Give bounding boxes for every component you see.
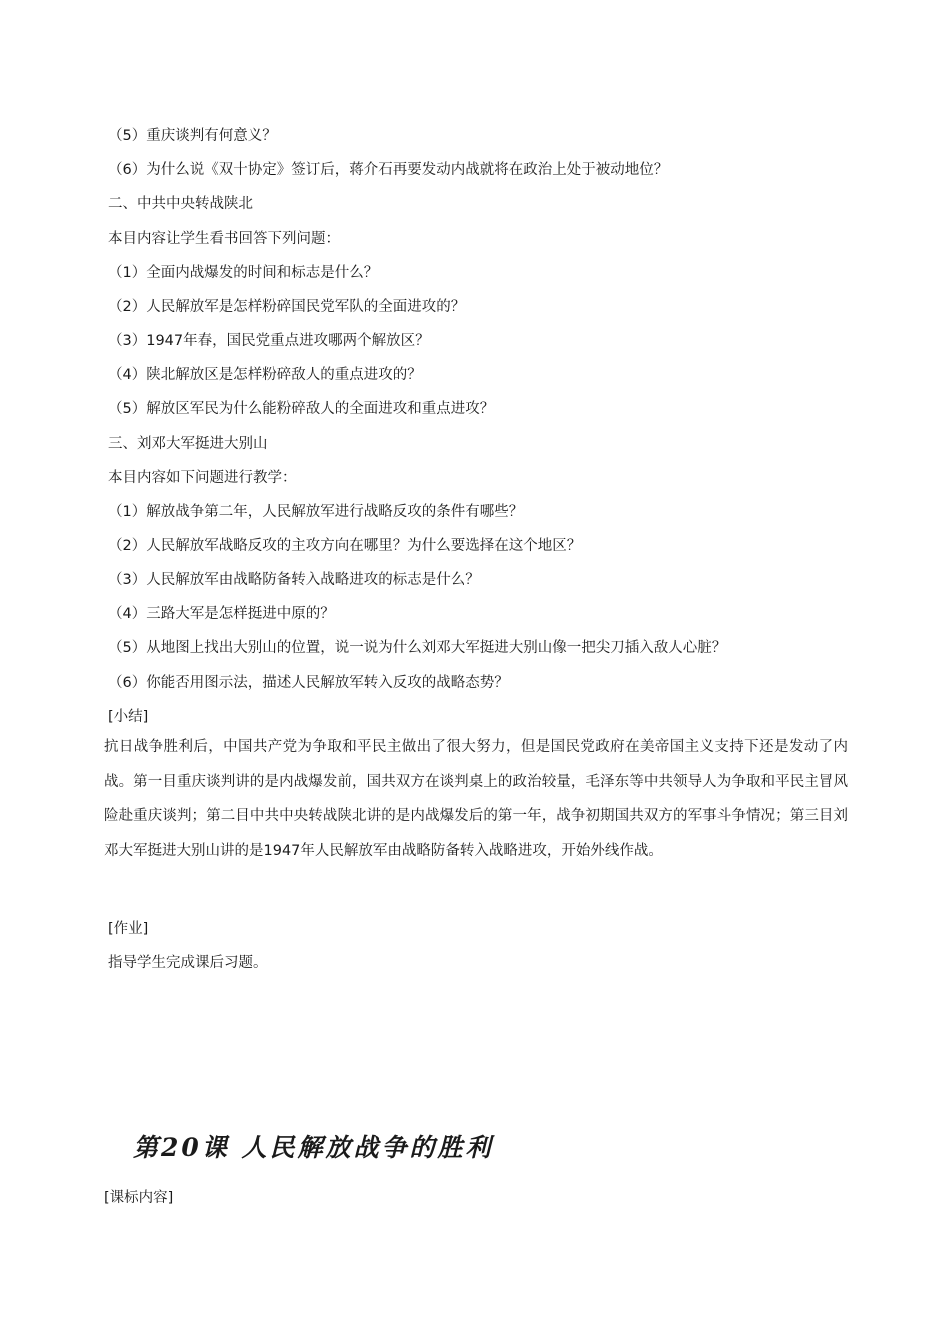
question-line: （3）1947年春，国民党重点进攻哪两个解放区？: [108, 333, 430, 349]
question-line: （4）三路大军是怎样挺进中原的？: [108, 606, 335, 622]
summary-paragraph: 抗日战争胜利后，中国共产党为争取和平民主做出了很大努力，但是国民党政府在美帝国主义支持下还是发动了内战。第一目重庆谈判讲的是内战爆发前，国共双方在谈判桌上的政治较量，毛泽东等中共领导人为争取和平民主冒风险赴重庆谈判；第二目中共中央转战陕北讲的是内战爆发后的第一年，战争初期国共双方的军事斗争情况；第三目刘邓大军挺进大别山讲的是1947年人民解放军由战略防备转入战略进攻，开始外线作战。: [104, 739, 848, 859]
question-line: （1）解放战争第二年，人民解放军进行战略反攻的条件有哪些？: [108, 504, 524, 520]
homework-text: 指导学生完成课后习题。: [108, 955, 268, 971]
question-line: （2）人民解放军战略反攻的主攻方向在哪里？为什么要选择在这个地区？: [108, 538, 582, 554]
section-heading: 三、刘邓大军挺进大别山: [108, 436, 268, 452]
question-line: （6）为什么说《双十协定》签订后，蒋介石再要发动内战就将在政治上处于被动地位？: [108, 162, 669, 178]
intro-line: 本目内容让学生看书回答下列问题：: [108, 231, 340, 247]
section-heading: 二、中共中央转战陕北: [108, 196, 253, 212]
standard-heading: [课标内容]: [104, 1190, 174, 1206]
question-line: （5）从地图上找出大别山的位置，说一说为什么刘邓大军挺进大别山像一把尖刀插入敌人心脏？: [108, 640, 727, 656]
summary-heading: [小结]: [108, 709, 149, 725]
question-line: （6）你能否用图示法，描述人民解放军转入反攻的战略态势？: [108, 675, 509, 691]
question-line: （5）重庆谈判有何意义？: [108, 128, 277, 144]
question-line: （5）解放区军民为什么能粉碎敌人的全面进攻和重点进攻？: [108, 401, 495, 417]
question-line: （2）人民解放军是怎样粉碎国民党军队的全面进攻的？: [108, 299, 466, 315]
intro-line: 本目内容如下问题进行教学：: [108, 470, 297, 486]
homework-heading: [作业]: [108, 921, 149, 937]
question-line: （4）陕北解放区是怎样粉碎敌人的重点进攻的？: [108, 367, 422, 383]
question-line: （3）人民解放军由战略防备转入战略进攻的标志是什么？: [108, 572, 480, 588]
lesson-title: 第20课 人民解放战争的胜利: [133, 1133, 494, 1162]
question-line: （1）全面内战爆发的时间和标志是什么？: [108, 265, 379, 281]
